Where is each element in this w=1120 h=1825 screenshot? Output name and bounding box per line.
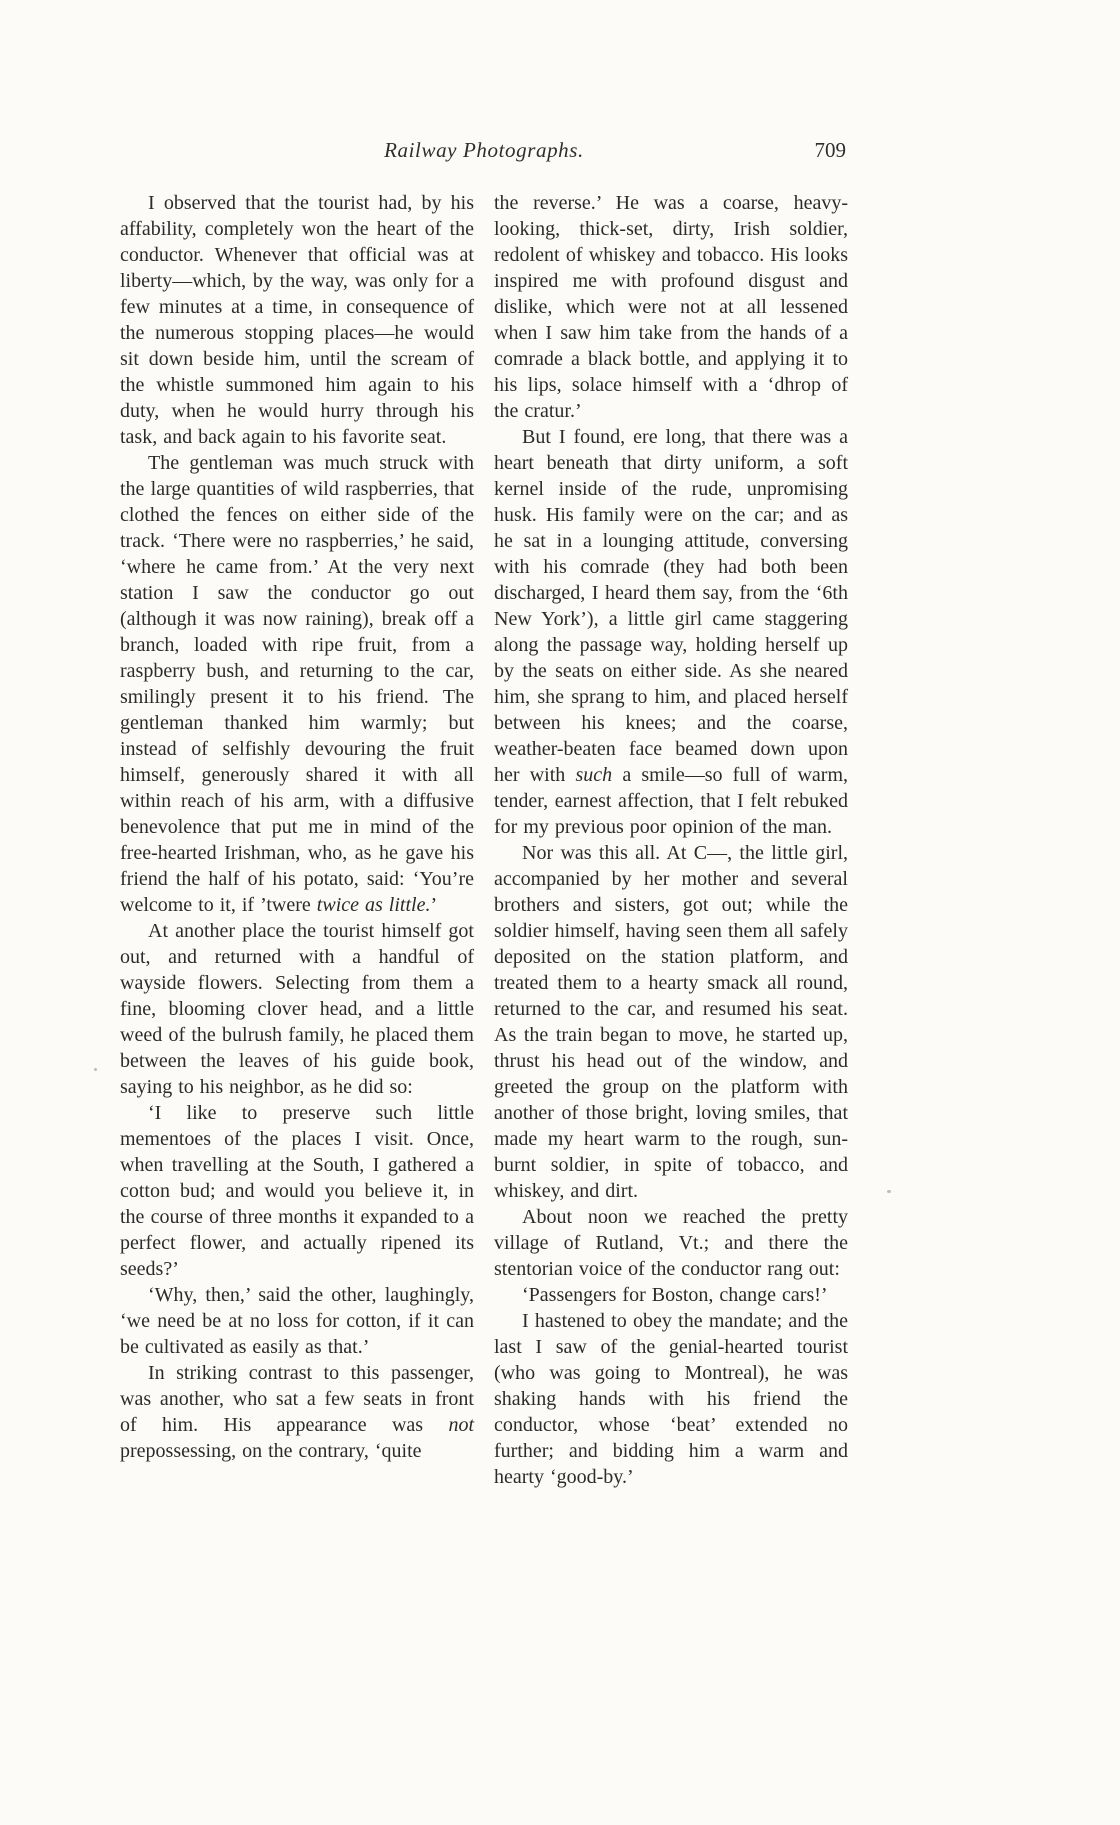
- paragraph: About noon we reached the pretty village of Rutland, Vt.; and there the stentorian voice of the conductor rang out:: [494, 1206, 848, 1280]
- scan-artifact-dot: [887, 1190, 891, 1193]
- page-content: [120, 138, 848, 1490]
- left-column: [120, 190, 474, 1490]
- paragraph: ‘Passengers for Boston, change cars!’: [522, 1284, 828, 1306]
- page-header: [120, 138, 848, 170]
- scan-artifact-dot: [94, 1068, 97, 1071]
- paragraph: ‘I like to preserve such little mementoes of the places I visit. Once, when travelling at the South, I gathered a cotton bud; and would you believe it, in the course of three months it expanded to a perfect flower, and actually ripened its seeds?’: [120, 1102, 474, 1280]
- paragraph: But I found, ere long, that there was a heart beneath that dirty uniform, a soft kernel inside of the rude, unpromising husk. His family were on the car; and as he sat in a lounging attitude, conversing with his comrade (they had both been discharged, I heard them say, from the ‘6th New York’), a little girl came staggering along the passage way, holding herself up by the seats on either side. As she neared him, she sprang to him, and placed herself between his knees; and the coarse, weather-beaten face beamed down upon her with such a smile—so full of warm, tender, earnest affection, that I felt rebuked for my previous poor opinion of the man.: [494, 426, 849, 838]
- paragraph: At another place the tourist himself got out, and returned with a handful of wayside flowers. Selecting from them a fine, blooming clover head, and a little weed of the bulrush family, he placed them between the leaves of his guide book, saying to his neighbor, as he did so:: [120, 920, 474, 1098]
- running-title: Railway Photographs.: [384, 138, 584, 162]
- paragraph: In striking contrast to this passenger, was another, who sat a few seats in front of him. His appearance was not prepossessing, on the contrary, ‘quite: [120, 1362, 474, 1462]
- paragraph: ‘Why, then,’ said the other, laughingly, ‘we need be at no loss for cotton, if it can be cultivated as easily as that.’: [120, 1284, 474, 1358]
- right-column: [494, 190, 848, 1490]
- paragraph: The gentleman was much struck with the large quantities of wild raspberries, that clothed the fences on either side of the track. ‘There were no raspberries,’ he said, ‘where he came from.’ At the very next station I saw the conductor go out (although it was now raining), break off a branch, loaded with ripe fruit, from a raspberry bush, and returning to the car, smilingly present it to his friend. The gentleman thanked him warmly; but instead of selfishly devouring the fruit himself, generously shared it with all within reach of his arm, with a diffusive benevolence that put me in mind of the free-hearted Irishman, who, as he gave his friend the half of his potato, said: ‘You’re welcome to it, if ’twere twice as little.’: [120, 452, 474, 916]
- text-columns: [120, 190, 848, 1490]
- page-number: 709: [814, 138, 846, 162]
- paragraph: the reverse.’ He was a coarse, heavy-looking, thick-set, dirty, Irish soldier, redolent of whiskey and tobacco. His looks inspired me with profound disgust and dislike, which were not at all lessened when I saw him take from the hands of a comrade a black bottle, and applying it to his lips, solace himself with a ‘dhrop of the cratur.’: [494, 192, 848, 422]
- paragraph: Nor was this all. At C—, the little girl, accompanied by her mother and several brothers and sisters, got out; while the soldier himself, having seen them all safely deposited on the station platform, and treated them to a hearty smack all round, returned to the car, and resumed his seat. As the train began to move, he started up, thrust his head out of the window, and greeted the group on the platform with another of those bright, loving smiles, that made my heart warm to the rough, sun-burnt soldier, in spite of tobacco, and whiskey, and dirt.: [494, 842, 848, 1202]
- paragraph: I observed that the tourist had, by his affability, completely won the heart of the conductor. Whenever that official was at liberty—which, by the way, was only for a few minutes at a time, in consequence of the numerous stopping places—he would sit down beside him, until the scream of the whistle summoned him again to his duty, when he would hurry through his task, and back again to his favorite seat.: [120, 192, 474, 448]
- paragraph: I hastened to obey the mandate; and the last I saw of the genial-hearted tourist (who was going to Montreal), he was shaking hands with his friend the conductor, whose ‘beat’ extended no further; and bidding him a warm and hearty ‘good-by.’: [494, 1310, 848, 1488]
